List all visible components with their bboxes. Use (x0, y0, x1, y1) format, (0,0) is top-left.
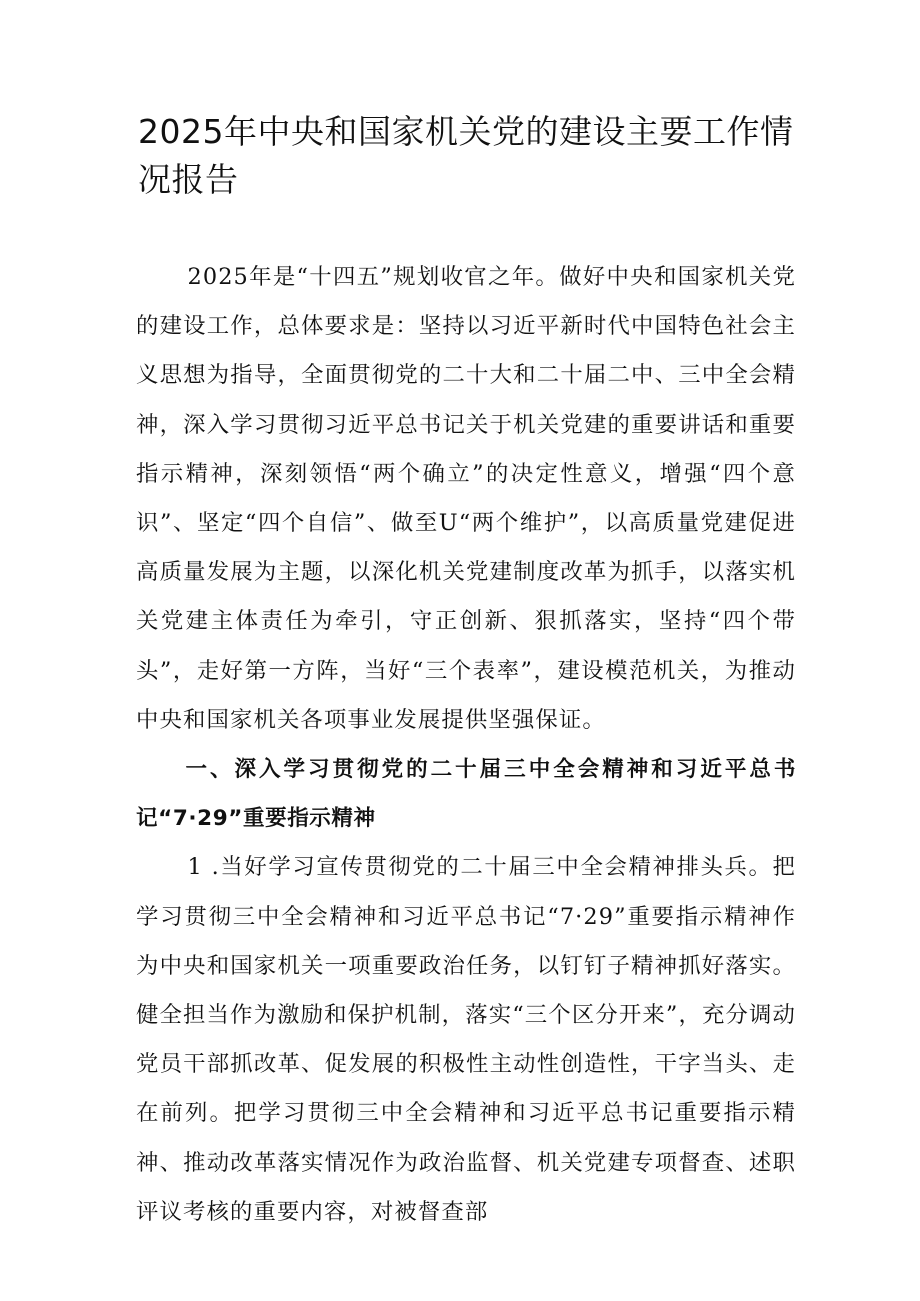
section-heading: 一、深入学习贯彻党的二十届三中全会精神和习近平总书记“7·29”重要指示精神 (136, 757, 796, 832)
document-title: 2025年中央和国家机关党的建设主要工作情况报告 (138, 112, 794, 199)
document-body (136, 253, 796, 1237)
intro-paragraph: 2025年是“十四五”规划收官之年。做好中央和国家机关党的建设工作，总体要求是：坚持以习近平新时代中国特色社会主义思想为指导，全面贯彻党的二十大和二十届二中、三中全会精神，深入学习贯彻习近平总书记关于机关党建的重要讲话和重要指示精神，深刻领悟“两个确立”的决定性意义，增强“四个意识”、坚定“四个自信”、做至U“两个维护”，以高质量党建促进高质量发展为主题，以深化机关党建制度改革为抓手，以落实机关党建主体责任为牵引，守正创新、狠抓落实，坚持“四个带头”，走好第一方阵，当好“三个表率”，建设模范机关，为推动中央和国家机关各项事业发展提供坚强保证。 (136, 264, 796, 733)
body-paragraph: 1 .当好学习宣传贯彻党的二十届三中全会精神排头兵。把学习贯彻三中全会精神和习近平总书记“7·29”重要指示精神作为中央和国家机关一项重要政治任务，以钉钉子精神抓好落实。健全担当作为激励和保护机制，落实“三个区分开来”，充分调动党员干部抓改革、促发展的积极性主动性创造性，干字当头、走在前列。把学习贯彻三中全会精神和习近平总书记重要指示精神、推动改革落实情况作为政治监督、机关党建专项督查、述职评议考核的重要内容，对被督查部 (136, 854, 796, 1225)
